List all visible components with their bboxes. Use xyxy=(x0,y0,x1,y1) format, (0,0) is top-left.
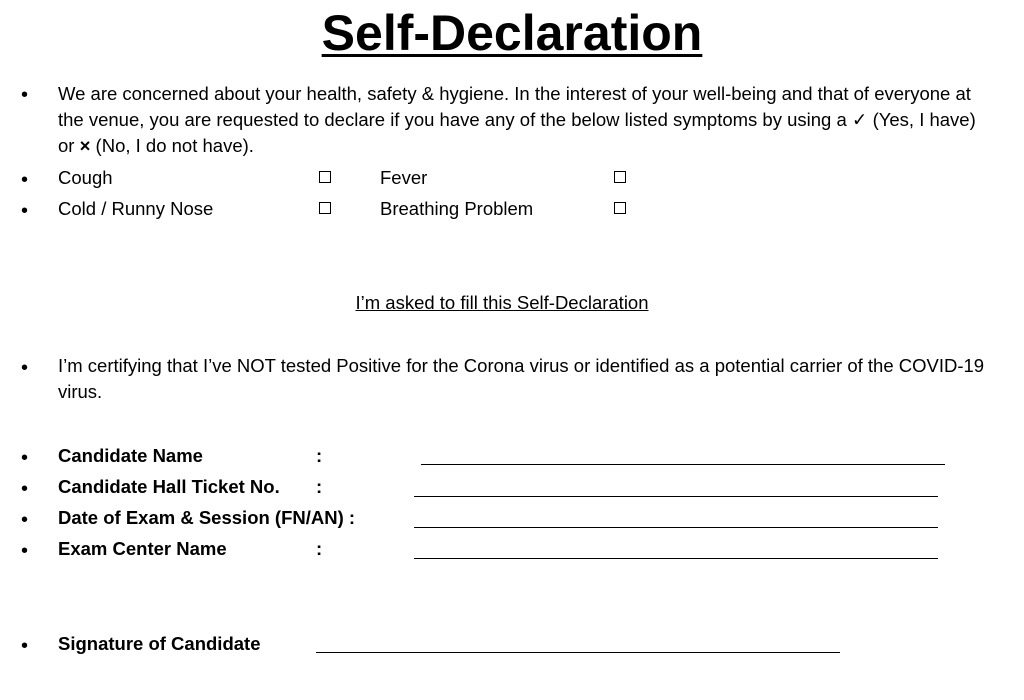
candidate-name-label: Candidate Name xyxy=(58,445,203,466)
certification-text: I’m certifying that I’ve NOT tested Positive for the Corona virus or identified as a potential carrier of the COVID-19 virus. xyxy=(58,355,985,402)
exam-date-label: Date of Exam & Session (FN/AN) : xyxy=(58,507,356,528)
bullet-signature: • xyxy=(21,635,29,657)
bullet-certification: • xyxy=(21,357,29,379)
exam-center-field[interactable] xyxy=(414,558,938,559)
no-text: (No, I do not have). xyxy=(90,135,254,156)
exam-center-label: Exam Center Name xyxy=(58,538,227,559)
cold-checkbox[interactable] xyxy=(319,202,331,214)
cross-mark-icon: × xyxy=(79,135,91,156)
subheading: I’m asked to fill this Self-Declaration xyxy=(355,292,649,313)
symptom-fever-label: Fever xyxy=(380,167,428,188)
symptom-cold-label: Cold / Runny Nose xyxy=(58,198,214,219)
cough-checkbox[interactable] xyxy=(319,171,331,183)
exam-date-field[interactable] xyxy=(414,527,938,528)
bullet-intro: • xyxy=(21,84,29,106)
candidate-name-field[interactable] xyxy=(421,464,945,465)
symptom-breathing-label: Breathing Problem xyxy=(380,198,534,219)
bullet-exam-center: • xyxy=(21,540,29,562)
hall-ticket-field[interactable] xyxy=(414,496,938,497)
bullet-symptoms-2: • xyxy=(21,200,29,222)
hall-ticket-label: Candidate Hall Ticket No. xyxy=(58,476,280,497)
hall-ticket-colon: : xyxy=(316,476,323,497)
intro-text: We are concerned about your health, safety & hygiene. In the interest of your well-being and that of everyone at the venue, you are requested to declare if you have any of the below listed symptoms by using a xyxy=(58,83,971,130)
bullet-candidate-name: • xyxy=(21,447,29,469)
signature-field[interactable] xyxy=(316,652,840,653)
page-title: Self-Declaration xyxy=(321,5,703,61)
check-mark-icon: ✓ xyxy=(851,109,868,130)
yes-text: (Yes, I have) or xyxy=(58,109,976,156)
signature-label: Signature of Candidate xyxy=(58,633,261,654)
bullet-symptoms-1: • xyxy=(21,169,29,191)
intro-paragraph xyxy=(58,81,988,159)
fever-checkbox[interactable] xyxy=(614,171,626,183)
bullet-exam-date: • xyxy=(21,509,29,531)
exam-center-colon: : xyxy=(316,538,323,559)
symptom-cough-label: Cough xyxy=(58,167,113,188)
bullet-hall-ticket: • xyxy=(21,478,29,500)
breathing-checkbox[interactable] xyxy=(614,202,626,214)
candidate-name-colon: : xyxy=(316,445,323,466)
